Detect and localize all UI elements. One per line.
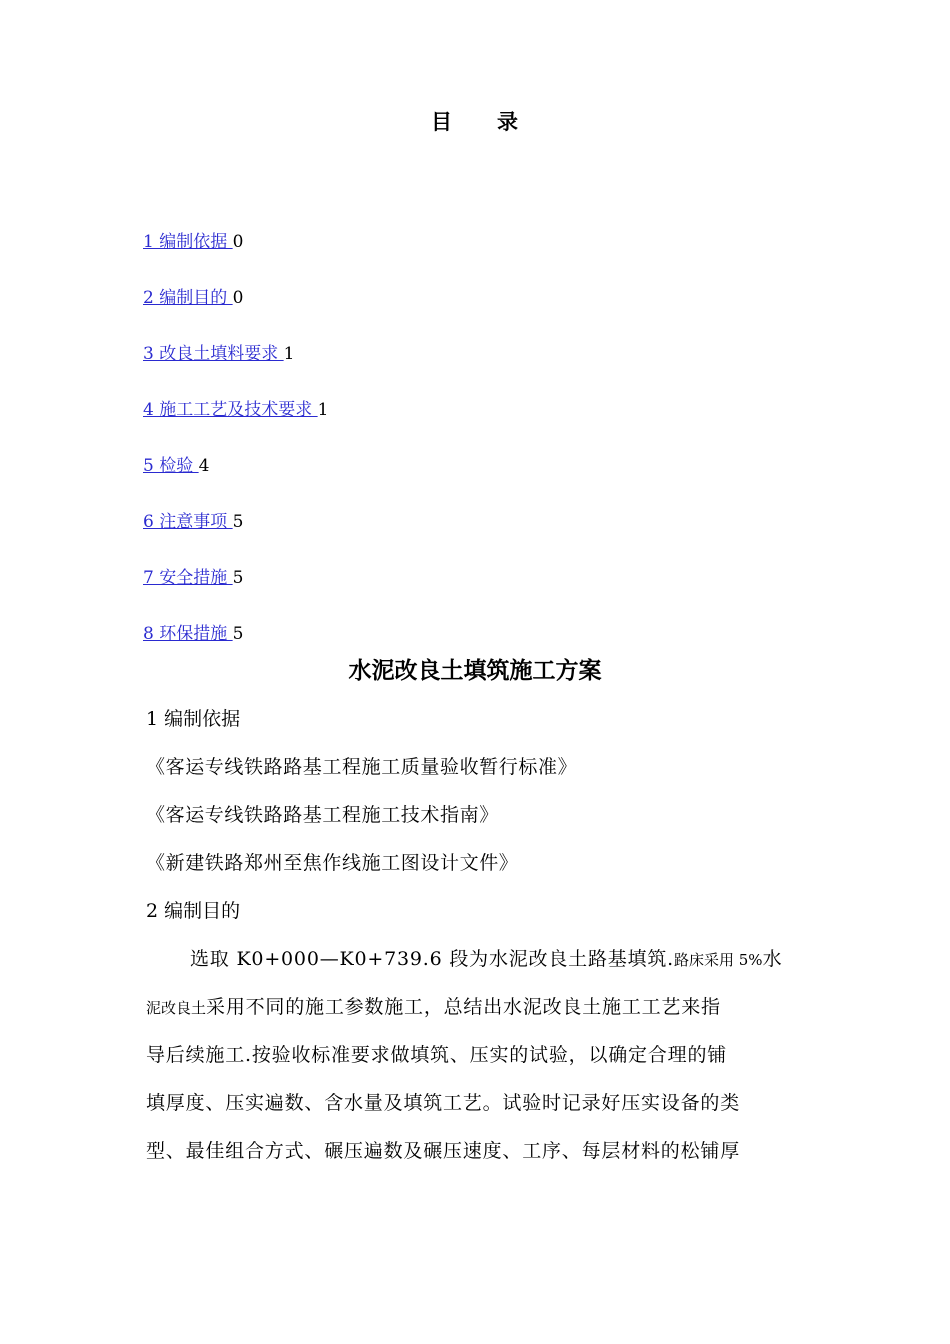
toc-link[interactable]: 1 编制依据 [143, 232, 233, 252]
toc-link[interactable]: 6 注意事项 [143, 512, 233, 532]
toc-title-char-1: 目 [431, 110, 453, 134]
toc-link[interactable]: 7 安全措施 [143, 568, 233, 588]
toc-entry[interactable] [143, 622, 243, 646]
toc-entry[interactable] [143, 342, 294, 366]
paragraph-text-small: 泥改良土 [146, 999, 207, 1017]
section-heading-1: 1 编制依据 [146, 708, 241, 730]
document-title: 水泥改良土填筑施工方案 [348, 658, 602, 684]
toc-link[interactable]: 8 环保措施 [143, 624, 233, 644]
reference-item: 《新建铁路郑州至焦作线施工图设计文件》 [146, 852, 519, 874]
reference-item: 《客运专线铁路路基工程施工质量验收暂行标准》 [146, 756, 578, 778]
toc-page-number: 0 [232, 232, 244, 252]
toc-entry[interactable] [143, 566, 243, 590]
toc-page-number: 0 [232, 288, 244, 308]
toc-entry[interactable] [143, 454, 209, 478]
toc-entry[interactable] [143, 286, 243, 310]
paragraph-text: 水 [762, 948, 783, 970]
paragraph-line [190, 946, 820, 973]
paragraph-text-small: 路床采用 5% [673, 951, 763, 969]
toc-link[interactable]: 5 检验 [143, 456, 199, 476]
paragraph-text: 采用不同的施工参数施工，总结出水泥改良土施工工艺来指 [206, 996, 721, 1018]
paragraph-line: 导后续施工.按验收标准要求做填筑、压实的试验，以确定合理的铺 [146, 1044, 728, 1066]
toc-page-number: 4 [198, 456, 210, 476]
toc-page-number: 5 [232, 568, 244, 588]
toc-page-number: 1 [283, 344, 295, 364]
toc-link[interactable]: 4 施工工艺及技术要求 [143, 400, 318, 420]
paragraph-text: 选取 K0+000—K0+739.6 段为水泥改良土路基填筑. [190, 948, 674, 970]
toc-title-char-2: 录 [497, 110, 519, 134]
toc-page-number: 1 [317, 400, 329, 420]
reference-item: 《客运专线铁路路基工程施工技术指南》 [146, 804, 499, 826]
toc-entry[interactable] [143, 510, 243, 534]
toc-entry[interactable] [143, 230, 243, 254]
toc-title [0, 106, 950, 136]
paragraph-line: 型、最佳组合方式、碾压遍数及碾压速度、工序、每层材料的松铺厚 [146, 1140, 741, 1162]
section-heading-2: 2 编制目的 [146, 900, 241, 922]
toc-link[interactable]: 2 编制目的 [143, 288, 233, 308]
toc-entry[interactable] [143, 398, 328, 422]
toc-link[interactable]: 3 改良土填料要求 [143, 344, 284, 364]
paragraph-line: 填厚度、压实遍数、含水量及填筑工艺。试验时记录好压实设备的类 [146, 1092, 741, 1114]
paragraph-line [146, 994, 818, 1021]
toc-page-number: 5 [232, 624, 244, 644]
toc-page-number: 5 [232, 512, 244, 532]
